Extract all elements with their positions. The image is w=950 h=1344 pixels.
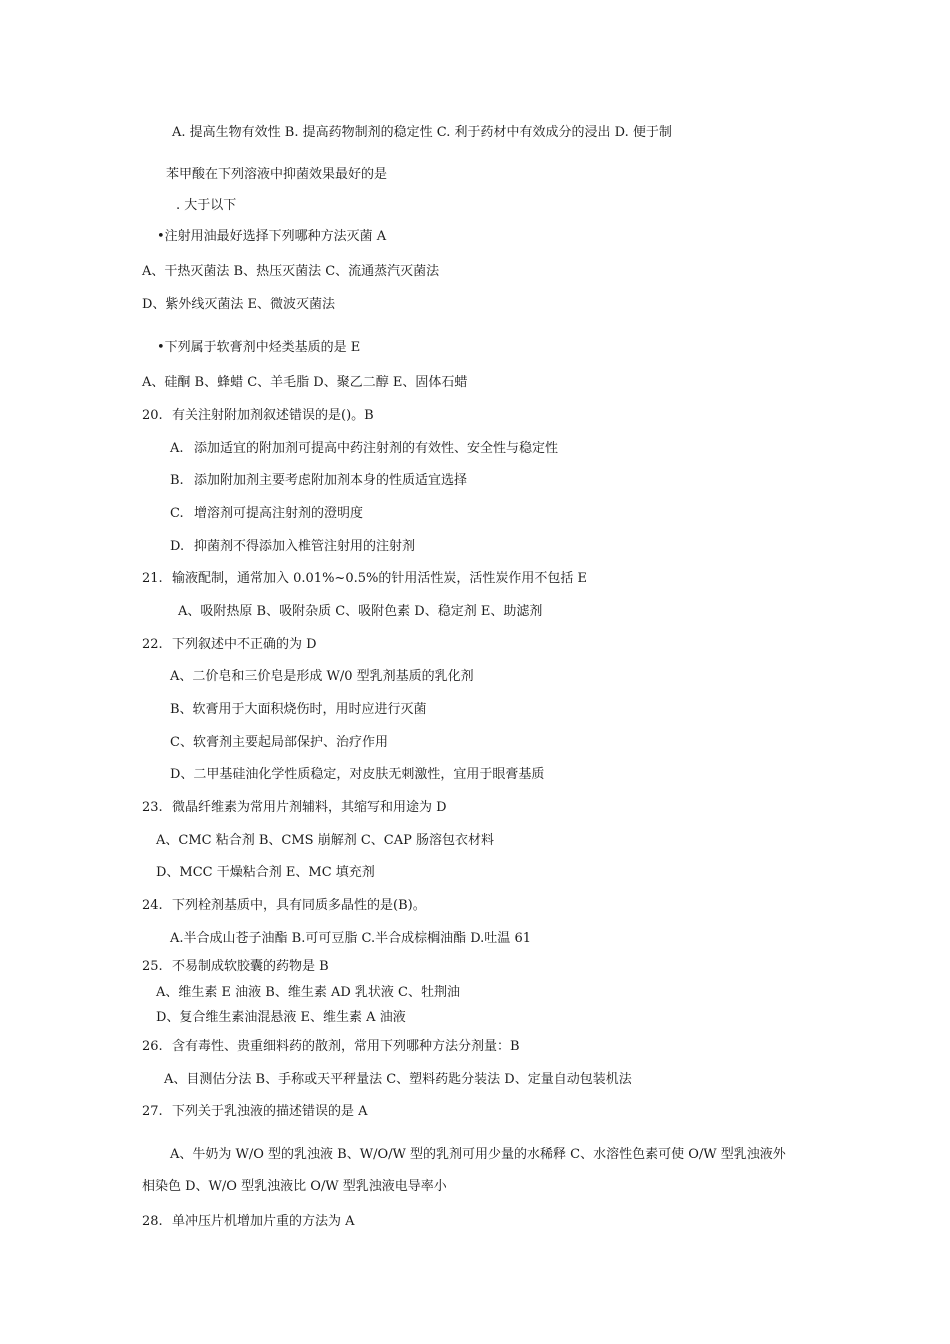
question-number: 28. [142,1214,163,1229]
question-line: 27. 下列关于乳浊液的描述错误的是 A [142,1104,368,1119]
answer-options-line: A、吸附热原 B、吸附杂质 C、吸附色素 D、稳定剂 E、助滤剂 [178,604,543,619]
answer-options-line: A.半合成山苍子油酯 B.可可豆脂 C.半合成棕榈油酯 D.吐温 61 [170,931,531,946]
option-label: D. [170,539,185,554]
answer-options-line: A、CMC 粘合剂 B、CMS 崩解剂 C、CAP 肠溶包衣材料 [156,833,495,848]
question-line: 26. 含有毒性、贵重细料药的散剂，常用下列哪种方法分剂量：B [142,1039,520,1054]
question-line: 21. 输液配制，通常加入 0.01%~0.5%的针用活性炭，活性炭作用不包括 E [142,571,587,586]
question-line: 25. 不易制成软胶囊的药物是 B [142,959,329,974]
option-label: B. [170,473,184,488]
question-line: 28. 单冲压片机增加片重的方法为 A [142,1214,355,1229]
question-line: 23. 微晶纤维素为常用片剂辅料，其缩写和用途为 D [142,800,447,815]
option-label: C. [170,506,184,521]
question-number: 24. [142,898,163,913]
answer-option: A. 添加适宜的附加剂可提高中药注射剂的有效性、安全性与稳定性 [170,441,559,456]
answer-options-line: A. 提高生物有效性 B. 提高药物制剂的稳定性 C. 利于药材中有效成分的浸出 D. 便于制 [172,125,672,140]
answer-options-line: D、MCC 干燥粘合剂 E、MC 填充剂 [156,865,375,880]
option-label: A. [170,441,184,456]
question-line: 苯甲酸在下列溶液中抑菌效果最好的是 [166,167,388,182]
answer-option: B. 添加附加剂主要考虑附加剂本身的性质适宜选择 [170,473,468,488]
answer-option: D. 抑菌剂不得添加入椎管注射用的注射剂 [170,539,416,554]
answer-options-line: A、目测估分法 B、手称或天平秤量法 C、塑料药匙分装法 D、定量自动包装机法 [164,1072,632,1087]
question-number: 21. [142,571,163,586]
answer-options-line: 相染色 D、W/O 型乳浊液比 O/W 型乳浊液电导率小 [142,1179,447,1194]
question-number: 22. [142,637,163,652]
question-number: 20. [142,408,163,423]
question-number: 27. [142,1104,163,1119]
answer-options-line: A、维生素 E 油液 B、维生素 AD 乳状液 C、牡荆油 [156,985,460,1000]
answer-options-line: D、复合维生素油混悬液 E、维生素 A 油液 [156,1010,406,1025]
question-line: •注射用油最好选择下列哪种方法灭菌 A [157,229,387,244]
question-number: 26. [142,1039,163,1054]
answer-options-line: D、紫外线灭菌法 E、微波灭菌法 [142,297,336,312]
question-number: 23. [142,800,163,815]
question-number: 25. [142,959,163,974]
question-line: •下列属于软膏剂中烃类基质的是 E [157,340,361,355]
answer-options-line: A、硅酮 B、蜂蜡 C、羊毛脂 D、聚乙二醇 E、固体石蜡 [142,375,468,390]
answer-option: C、软膏剂主要起局部保护、治疗作用 [170,735,388,750]
answer-options-line: A、牛奶为 W/O 型的乳浊液 B、W/O/W 型的乳剂可用少量的水稀释 C、水溶性色素可使 O/W 型乳浊液外 [170,1147,786,1162]
text-line: . 大于以下 [176,198,237,213]
answer-options-line: A、干热灭菌法 B、热压灭菌法 C、流通蒸汽灭菌法 [142,264,440,279]
answer-option: B、软膏用于大面积烧伤时，用时应进行灭菌 [170,702,427,717]
answer-option: C. 增溶剂可提高注射剂的澄明度 [170,506,364,521]
answer-option: A、二价皂和三价皂是形成 W/0 型乳剂基质的乳化剂 [170,669,474,684]
question-line: 24. 下列栓剂基质中，具有同质多晶性的是(B)。 [142,898,426,913]
answer-option: D、二甲基硅油化学性质稳定，对皮肤无刺激性，宜用于眼膏基质 [170,767,545,782]
question-line: 22. 下列叙述中不正确的为 D [142,637,317,652]
question-line: 20. 有关注射附加剂叙述错误的是()。B [142,408,374,423]
